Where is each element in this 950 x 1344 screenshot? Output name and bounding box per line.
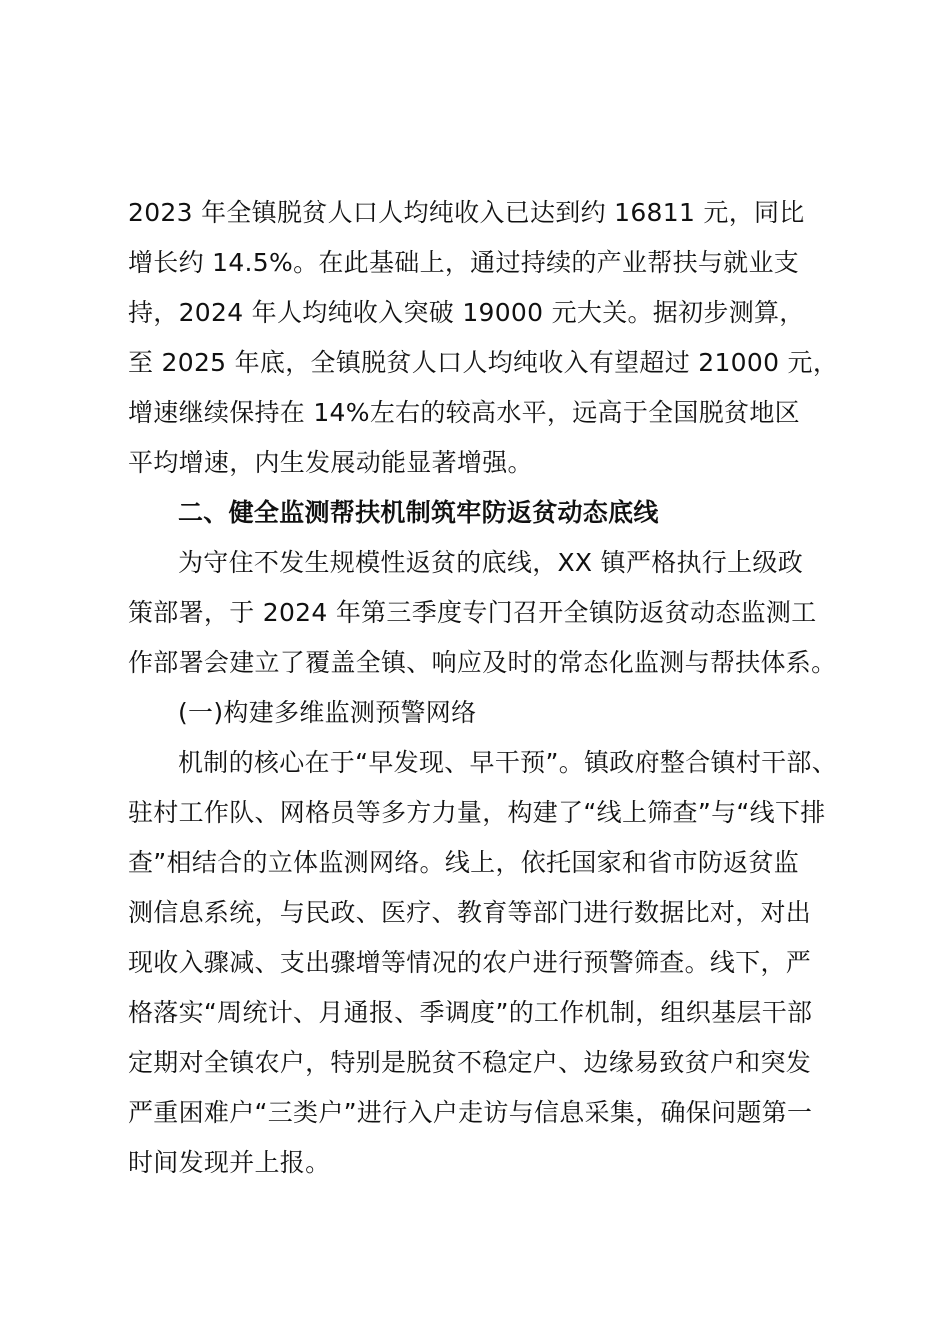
paragraph-3-line-6: 格落实“周统计、月通报、季调度”的工作机制，组织基层干部 bbox=[128, 998, 813, 1027]
paragraph-3-line-9: 时间发现并上报。 bbox=[128, 1148, 331, 1177]
paragraph-1-line-3: 持，2024 年人均纯收入突破 19000 元大关。据初步测算， bbox=[128, 298, 805, 327]
paragraph-1-line-5: 增速继续保持在 14%左右的较高水平，远高于全国脱贫地区 bbox=[128, 398, 800, 427]
paragraph-3-line-5: 现收入骤减、支出骤增等情况的农户进行预警筛查。线下，严 bbox=[128, 948, 812, 977]
paragraph-1-line-1: 2023 年全镇脱贫人口人均纯收入已达到约 16811 元，同比 bbox=[128, 198, 805, 227]
paragraph-3-line-7: 定期对全镇农户，特别是脱贫不稳定户、边缘易致贫户和突发 bbox=[128, 1048, 812, 1077]
paragraph-2-line-1: 为守住不发生规模性返贫的底线，XX 镇严格执行上级政 bbox=[178, 548, 804, 577]
paragraph-1-line-4: 至 2025 年底，全镇脱贫人口人均纯收入有望超过 21000 元， bbox=[128, 348, 839, 377]
paragraph-2-line-2: 策部署，于 2024 年第三季度专门召开全镇防返贫动态监测工 bbox=[128, 598, 817, 627]
paragraph-1-line-6: 平均增速，内生发展动能显著增强。 bbox=[128, 448, 533, 477]
subsection-heading: (一)构建多维监测预警网络 bbox=[178, 698, 477, 727]
paragraph-1-line-2: 增长约 14.5%。在此基础上，通过持续的产业帮扶与就业支 bbox=[128, 248, 800, 277]
section-heading: 二、健全监测帮扶机制筑牢防返贫动态底线 bbox=[178, 498, 659, 527]
paragraph-3-line-2: 驻村工作队、网格员等多方力量，构建了“线上筛查”与“线下排 bbox=[128, 798, 826, 827]
paragraph-3-line-3: 查”相结合的立体监测网络。线上，依托国家和省市防返贫监 bbox=[128, 848, 800, 877]
paragraph-3-line-4: 测信息系统，与民政、医疗、教育等部门进行数据比对，对出 bbox=[128, 898, 812, 927]
paragraph-3-line-8: 严重困难户“三类户”进行入户走访与信息采集，确保问题第一 bbox=[128, 1098, 813, 1127]
paragraph-3-line-1: 机制的核心在于“早发现、早干预”。镇政府整合镇村干部、 bbox=[178, 748, 838, 777]
paragraph-2-line-3: 作部署会建立了覆盖全镇、响应及时的常态化监测与帮扶体系。 bbox=[128, 648, 837, 677]
